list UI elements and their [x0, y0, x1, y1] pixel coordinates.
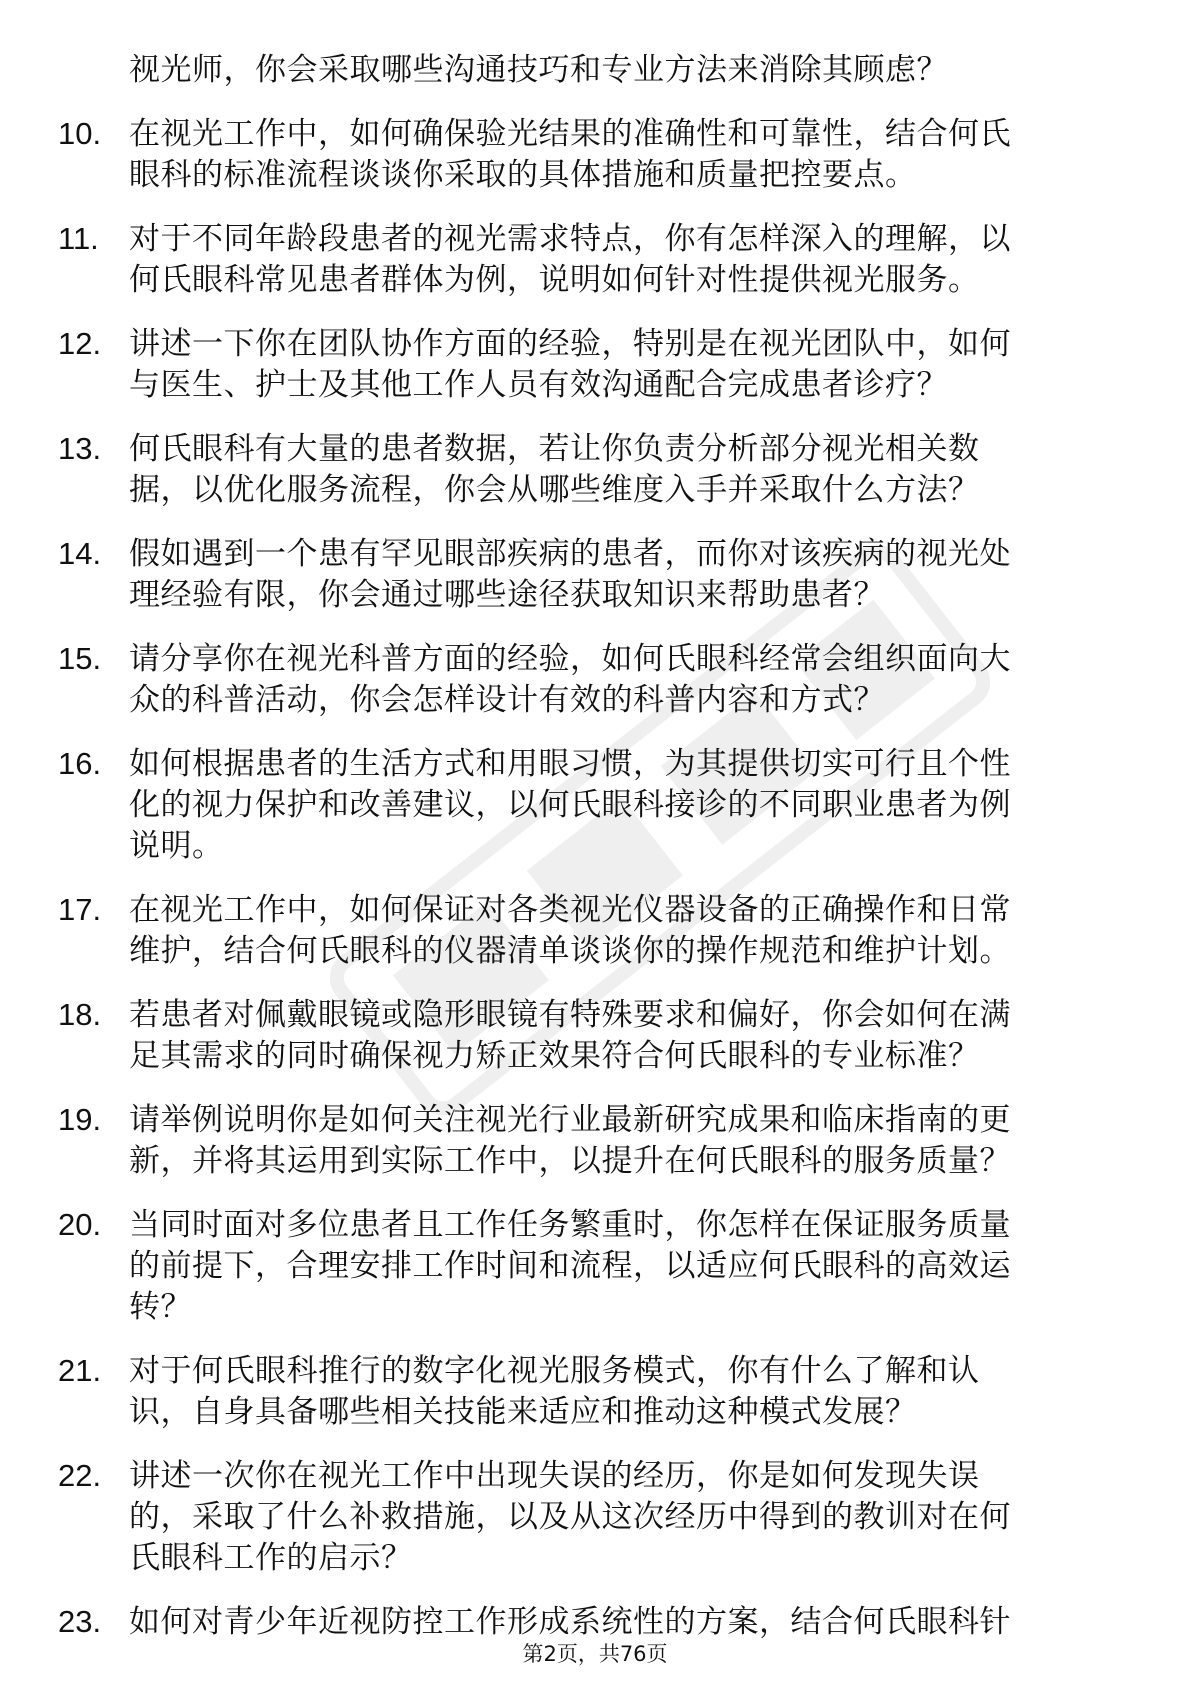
question-text-line: 讲述一下你在团队协作方面的经验，特别是在视光团队中，如何 [129, 326, 1011, 362]
question-number: 18. [58, 997, 102, 1032]
question-number: 19. [58, 1102, 102, 1137]
question-text-line: 的前提下，合理安排工作时间和流程，以适应何氏眼科的高效运 [129, 1248, 1011, 1284]
question-text-line: 化的视力保护和改善建议，以何氏眼科接诊的不同职业患者为例 [129, 787, 1011, 823]
question-text-line: 请分享你在视光科普方面的经验，如何氏眼科经常会组织面向大 [129, 641, 1011, 677]
question-text-line: 足其需求的同时确保视力矫正效果符合何氏眼科的专业标准？ [129, 1038, 980, 1074]
question-text-line: 若患者对佩戴眼镜或隐形眼镜有特殊要求和偏好，你会如何在满 [129, 997, 1011, 1033]
question-text-line: 识，自身具备哪些相关技能来适应和推动这种模式发展？ [129, 1394, 917, 1430]
question-text-line: 的，采取了什么补救措施，以及从这次经历中得到的教训对在何 [129, 1499, 1011, 1535]
question-text-line: 眼科的标准流程谈谈你采取的具体措施和质量把控要点。 [129, 157, 917, 193]
question-text-line: 氏眼科工作的启示？ [129, 1540, 413, 1576]
question-number: 14. [58, 536, 102, 571]
question-number: 22. [58, 1458, 102, 1493]
question-text-line: 讲述一次你在视光工作中出现失误的经历，你是如何发现失误 [129, 1458, 980, 1494]
question-text-line: 假如遇到一个患有罕见眼部疾病的患者，而你对该疾病的视光处 [129, 536, 1011, 572]
question-number: 20. [58, 1207, 102, 1242]
question-number: 15. [58, 641, 102, 676]
question-text-line: 转？ [129, 1289, 192, 1325]
question-number: 13. [58, 431, 102, 466]
question-number: 12. [58, 326, 102, 361]
question-text-line: 视光师，你会采取哪些沟通技巧和专业方法来消除其顾虑？ [129, 52, 948, 88]
question-text-line: 新，并将其运用到实际工作中，以提升在何氏眼科的服务质量？ [129, 1143, 1011, 1179]
question-number: 10. [58, 116, 102, 151]
question-text-line: 对于何氏眼科推行的数字化视光服务模式，你有什么了解和认 [129, 1353, 980, 1389]
question-text-line: 与医生、护士及其他工作人员有效沟通配合完成患者诊疗？ [129, 367, 948, 403]
question-text-line: 对于不同年龄段患者的视光需求特点，你有怎样深入的理解，以 [129, 221, 1011, 257]
question-number: 17. [58, 892, 102, 927]
question-text-line: 理经验有限，你会通过哪些途径获取知识来帮助患者？ [129, 577, 885, 613]
question-number: 16. [58, 746, 102, 781]
question-text-line: 维护，结合何氏眼科的仪器清单谈谈你的操作规范和维护计划。 [129, 933, 1011, 969]
question-text-line: 当同时面对多位患者且工作任务繁重时，你怎样在保证服务质量 [129, 1207, 1011, 1243]
page-footer: 第2页，共76页 [522, 1642, 668, 1666]
question-number: 11. [58, 221, 99, 256]
question-text-line: 何氏眼科有大量的患者数据，若让你负责分析部分视光相关数 [129, 431, 980, 467]
question-text-line: 在视光工作中，如何确保验光结果的准确性和可靠性，结合何氏 [129, 116, 1011, 152]
question-text-line: 如何根据患者的生活方式和用眼习惯，为其提供切实可行且个性 [129, 746, 1011, 782]
question-number: 23. [58, 1604, 102, 1639]
question-text-line: 据，以优化服务流程，你会从哪些维度入手并采取什么方法？ [129, 472, 980, 508]
question-text-line: 众的科普活动，你会怎样设计有效的科普内容和方式？ [129, 682, 885, 718]
question-text-line: 在视光工作中，如何保证对各类视光仪器设备的正确操作和日常 [129, 892, 1011, 928]
question-text-line: 说明。 [129, 828, 224, 864]
question-number: 21. [58, 1353, 102, 1388]
question-text-line: 如何对青少年近视防控工作形成系统性的方案，结合何氏眼科针 [129, 1604, 1011, 1640]
question-text-line: 何氏眼科常见患者群体为例，说明如何针对性提供视光服务。 [129, 262, 980, 298]
question-text-line: 请举例说明你是如何关注视光行业最新研究成果和临床指南的更 [129, 1102, 1011, 1138]
